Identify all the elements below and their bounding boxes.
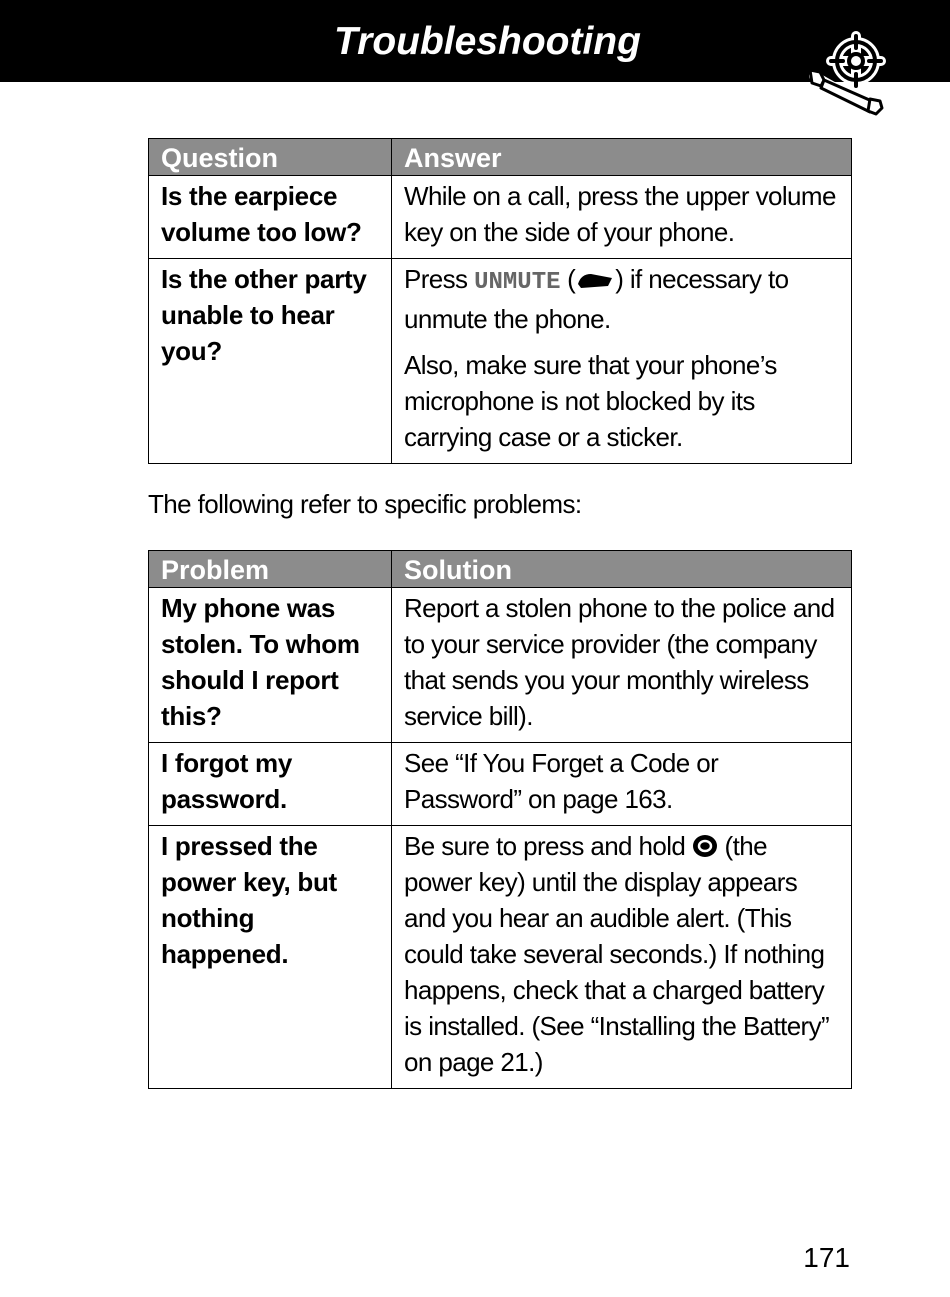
table-row [149,743,852,826]
solution-text [404,828,841,1080]
column-header: Problem [149,551,392,588]
question-cell [149,176,392,259]
table-row [149,826,852,1089]
answer-text: While on a call, press the upper volume key on the side of your phone. [404,181,836,247]
table-row [149,176,852,259]
problem-cell [149,826,392,1089]
page-number: 171 [803,1242,850,1273]
solution-text: Report a stolen phone to the police and to your service provider (the company that sends you your monthly wireless service bill). [404,593,835,731]
solution-text-prefix: Be sure to press and hold [404,831,692,861]
intro-text: The following refer to specific problems: [148,489,582,519]
answer-text-suffix: ) if necessary to unmute the phone. [404,264,789,334]
answer-cell [392,259,852,464]
column-header: Answer [392,139,852,176]
question-text: Is the earpiece volume too low? [161,181,362,247]
solution-cell [392,588,852,743]
solution-text: See “If You Forget a Code or Password” on page 163. [404,748,719,814]
column-header: Solution [392,551,852,588]
question-cell [149,259,392,464]
problem-cell [149,743,392,826]
solution-text-suffix: (the power key) until the display appears and you hear an audible alert. (This could take several seconds.) If nothing happens, check that a charged battery is installed. (See “Installing the Battery” on page 21.) [404,831,830,1077]
problem-text: I pressed the power key, but nothing happened. [161,831,337,969]
question-text: Is the other party unable to hear you? [161,264,367,366]
page-title: Troubleshooting [334,20,641,63]
table-header-row [149,139,852,176]
wrench-target-icon [800,28,892,120]
problem-text: My phone was stolen. To whom should I report this? [161,593,360,731]
problem-solution-table [148,550,852,1089]
power-key-icon [692,834,718,858]
faq-table [148,138,852,464]
table-header-row [149,551,852,588]
column-header: Question [149,139,392,176]
table-row [149,259,852,464]
problem-cell [149,588,392,743]
answer-text: Also, make sure that your phone’s microphone is not blocked by its carrying case or a sticker. [404,350,777,452]
answer-text-paren: ( [560,264,576,294]
solution-cell [392,826,852,1089]
answer-text [404,261,841,337]
answer-text-prefix: Press [404,264,475,294]
right-softkey-icon [575,269,615,291]
table-row [149,588,852,743]
problem-text: I forgot my password. [161,748,293,814]
page-header [0,0,950,82]
solution-cell [392,743,852,826]
unmute-softkey-label: UNMUTE [474,269,561,296]
answer-cell [392,176,852,259]
